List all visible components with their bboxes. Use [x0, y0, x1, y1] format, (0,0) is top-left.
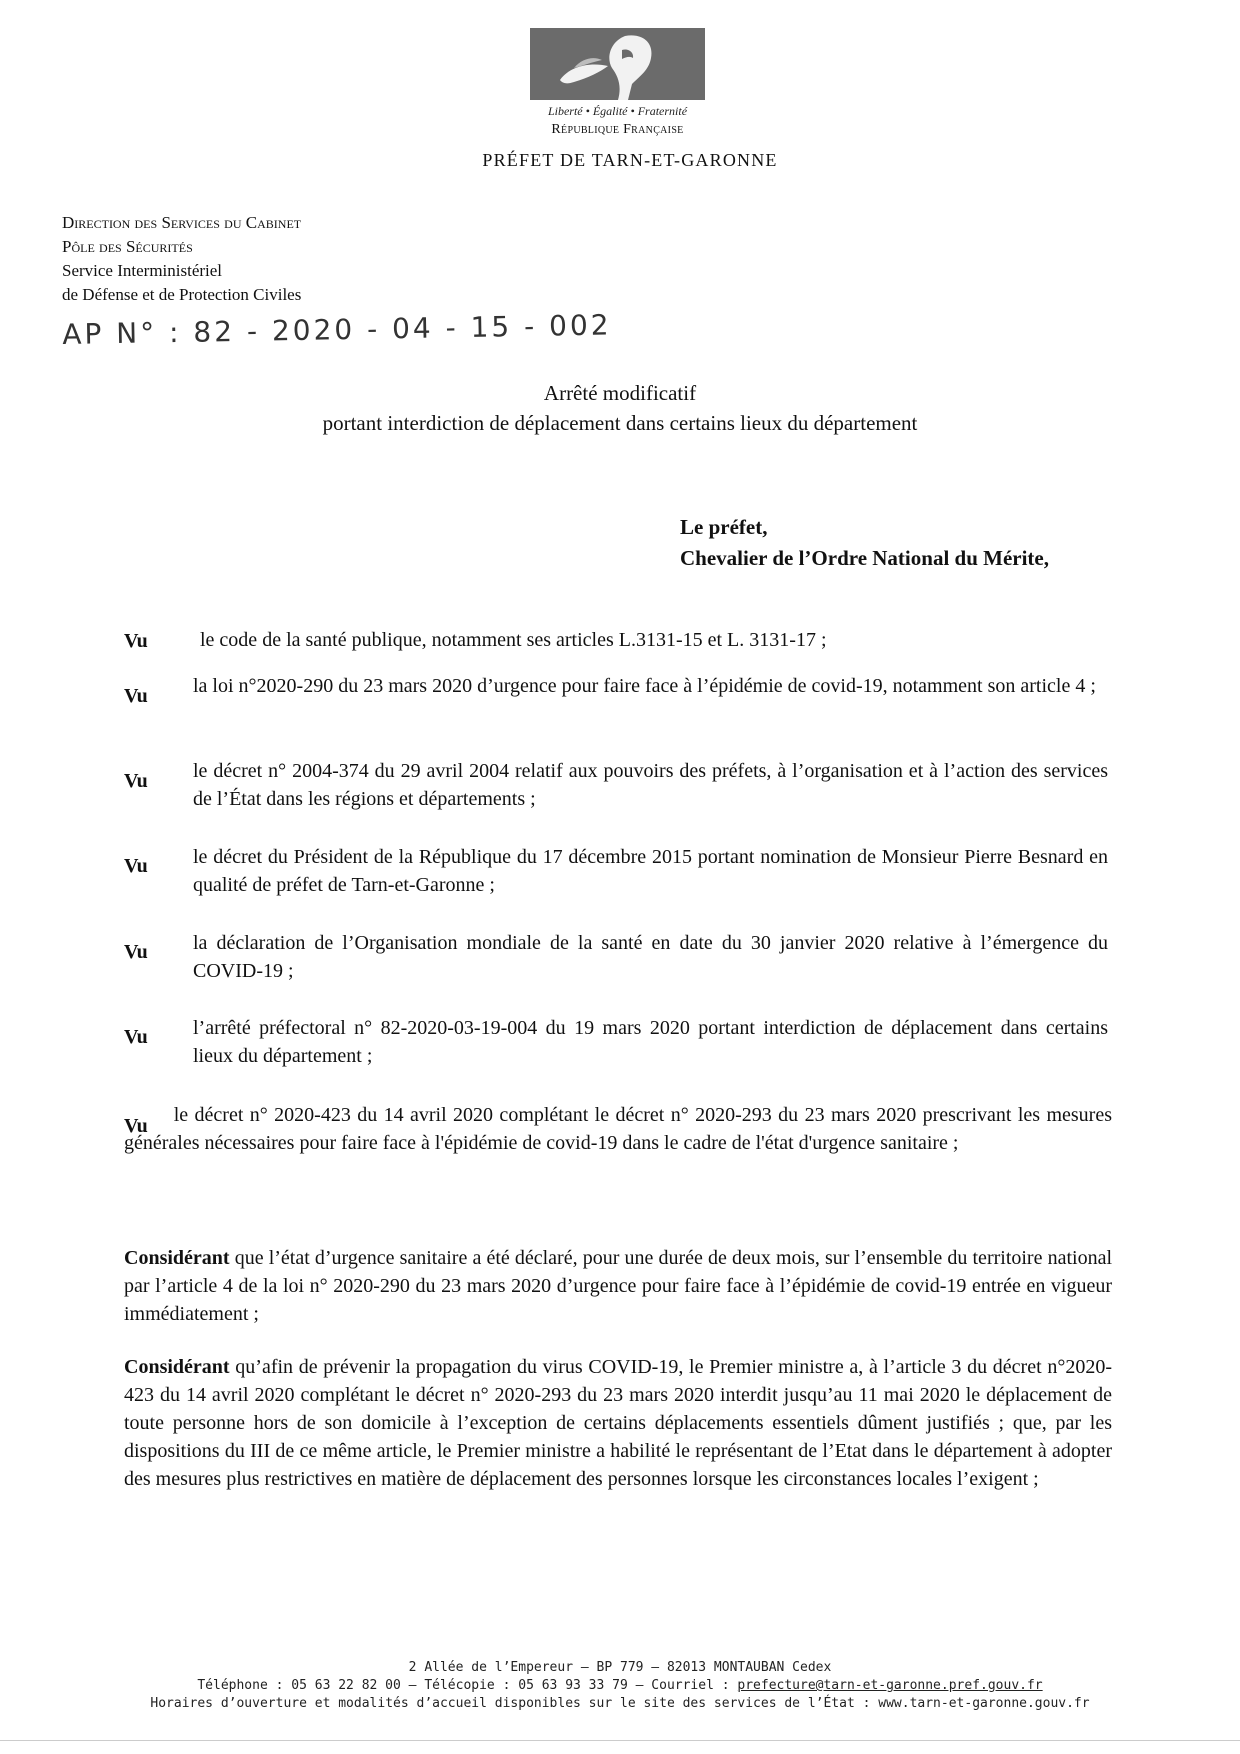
arrete-title-line-1: Arrêté modificatif — [543, 381, 697, 405]
page-bottom-rule — [0, 1740, 1240, 1741]
vu-label: Vu — [124, 855, 148, 877]
vu-label: Vu — [124, 1115, 148, 1137]
prefecture-title: PRÉFET DE TARN-ET-GARONNE — [482, 150, 778, 170]
services-line-3: Service Interministériel — [62, 261, 223, 280]
services-block — [62, 211, 301, 307]
signatory-block — [680, 512, 1049, 574]
marianne-emblem — [530, 28, 705, 100]
arrete-title-line-2: portant interdiction de déplacement dans certains lieux du département — [322, 411, 918, 435]
vu-clause-text: le décret n° 2020-423 du 14 avril 2020 complétant le décret n° 2020-293 du 23 mars 2020 prescrivant les mesures générales nécessaires pour faire face à l'épidémie de covid-19 dans le cadre de l'état d'urgence sanitaire ; — [124, 1104, 1112, 1154]
vu-label: Vu — [124, 630, 148, 652]
vu-clause: la déclaration de l’Organisation mondiale de la santé en date du 30 janvier 2020 relative à l’émergence du COVID-19 ; — [193, 932, 1108, 982]
arrete-title — [100, 378, 1140, 438]
footer-email-link[interactable]: prefecture@tarn-et-garonne.pref.gouv.fr — [737, 1678, 1043, 1693]
signatory-line-2: Chevalier de l’Ordre National du Mérite, — [680, 546, 1049, 570]
marianne-logo — [530, 28, 705, 148]
vu-label: Vu — [124, 941, 148, 963]
vu-clause: le code de la santé publique, notamment ses articles L.3131-15 et L. 3131-17 ; — [200, 629, 827, 651]
considerant-text: qu’afin de prévenir la propagation du virus COVID-19, le Premier ministre a, à l’article 3 du décret n°2020-423 du 14 avril 2020 complétant le décret n° 2020-293 du 23 mars 2020 interdit jusqu’au 11 mai 2020 le déplacement de toute personne hors de son domicile à l’exception de certains déplacements essentiels dûment justifiés ; que, par les dispositions du III de ce même article, le Premier ministre a habilité le représentant de l’Etat dans le département à adopter des mesures plus restrictives en matière de déplacement des personnes lorsque les circonstances locales l’exigent ; — [124, 1356, 1112, 1490]
considerant-paragraph — [124, 1353, 1112, 1493]
signatory-line-1: Le préfet, — [680, 515, 768, 539]
footer-contact — [100, 1677, 1140, 1695]
footer-address: 2 Allée de l’Empereur – BP 779 – 82013 MONTAUBAN Cedex — [408, 1660, 832, 1675]
vu-clause: le décret n° 2004-374 du 29 avril 2004 relatif aux pouvoirs des préfets, à l’organisation et à l’action des services de l’État dans les régions et départements ; — [193, 760, 1108, 810]
footer-hours: Horaires d’ouverture et modalités d’accueil disponibles sur le site des services de l’État : www.tarn-et-garonne.gouv.fr — [150, 1696, 1090, 1711]
vu-label: Vu — [124, 685, 148, 707]
considerant-label: Considérant — [124, 1356, 230, 1378]
vu-clause: l’arrêté préfectoral n° 82-2020-03-19-004 du 19 mars 2020 portant interdiction de déplacement dans certains lieux du département ; — [193, 1017, 1108, 1067]
considerant-paragraph — [124, 1244, 1112, 1328]
vu-clause: la loi n°2020-290 du 23 mars 2020 d’urgence pour faire face à l’épidémie de covid-19, notamment son article 4 ; — [193, 675, 1096, 697]
services-line-2: Pôle des Sécurités — [62, 237, 193, 256]
services-line-4: de Défense et de Protection Civiles — [62, 285, 302, 304]
vu-label: Vu — [124, 770, 148, 792]
vu-clause-last — [124, 1101, 1112, 1157]
republic-motto: Liberté • Égalité • Fraternité — [547, 104, 688, 118]
considerant-label: Considérant — [124, 1247, 230, 1269]
handwritten-arrete-number: AP N° : 82 - 2020 - 04 - 15 - 002 — [62, 308, 612, 351]
services-line-1: Direction des Services du Cabinet — [62, 213, 302, 232]
vu-clause: le décret du Président de la République du 17 décembre 2015 portant nomination de Monsieur Pierre Besnard en qualité de préfet de Tarn-et-Garonne ; — [193, 846, 1108, 896]
vu-label: Vu — [124, 1026, 148, 1048]
republic-name: République Française — [551, 122, 684, 137]
footer — [100, 1659, 1140, 1713]
considerant-text: que l’état d’urgence sanitaire a été déclaré, pour une durée de deux mois, sur l’ensemble du territoire national par l’article 4 de la loi n° 2020-290 du 23 mars 2020 d’urgence pour faire face à l’épidémie de covid-19 entrée en vigueur immédiatement ; — [124, 1247, 1113, 1325]
footer-contact-text: Téléphone : 05 63 22 82 00 – Télécopie : 05 63 93 33 79 – Courriel : — [197, 1678, 738, 1693]
